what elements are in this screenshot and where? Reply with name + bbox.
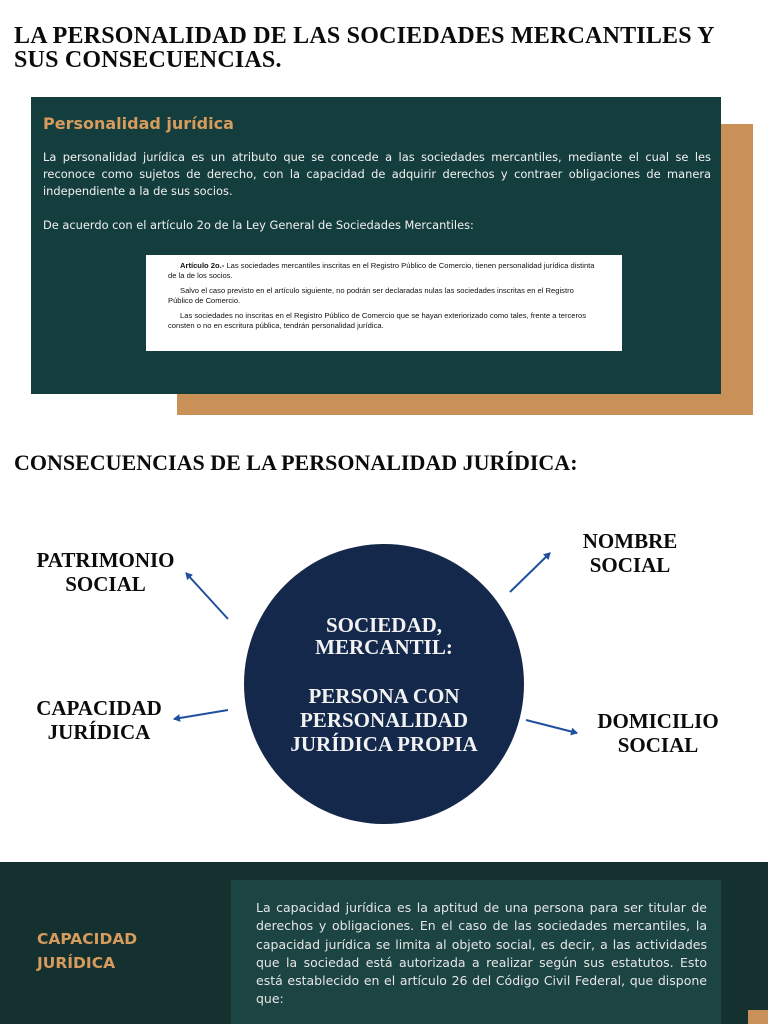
node-domicilio-line2: SOCIAL [617, 733, 699, 757]
circle-top-line2: MERCANTIL: [315, 635, 453, 659]
node-capacidad-line1: CAPACIDAD [36, 696, 162, 720]
circle-bottom-line2: PERSONALIDAD [299, 708, 469, 732]
node-nombre-line2: SOCIAL [589, 553, 671, 577]
circle-top-text [244, 614, 524, 658]
arrow-to-nombre [510, 553, 550, 592]
node-domicilio-social [583, 709, 733, 757]
capacidad-section [0, 862, 768, 1024]
law-quote-box [146, 255, 622, 351]
quote-line-1-text: Las sociedades mercantiles inscritas en el Registro Público de Comercio, tienen personalidad jurídica distinta de la de los socios. [168, 261, 595, 280]
node-nombre-line1: NOMBRE [582, 529, 678, 553]
node-capacidad-juridica [14, 696, 184, 744]
quote-line-2: Salvo el caso previsto en el artículo siguiente, no podrán ser declaradas nulas las sociedades inscritas en el Registro Público de Comercio. [168, 286, 574, 305]
personalidad-card [31, 97, 721, 394]
node-nombre-social [565, 529, 695, 577]
node-patrimonio-line1: PATRIMONIO [36, 548, 175, 572]
capacidad-label-line1: CAPACIDAD [37, 930, 138, 948]
capacidad-paragraph: La capacidad jurídica es la aptitud de una persona para ser titular de derechos y obligaciones. En el caso de las sociedades mercantiles, la capacidad jurídica se limita al objeto social, es decir, a las actividades que la sociedad está autorizada a realizar según sus estatutos. Esto está establecido en el artículo 26 del Código Civil Federal, que dispone que: [256, 900, 707, 1007]
page-title: LA PERSONALIDAD DE LAS SOCIEDADES MERCANTILES Y SUS CONSECUENCIAS. [14, 23, 714, 73]
arrow-to-domicilio [526, 720, 577, 733]
card-paragraph-definition: La personalidad jurídica es un atributo que se concede a las sociedades mercantiles, mediante el cual se les reconoce como sujetos de derecho, con la capacidad de adquirir derechos y contraer obligaciones de manera independiente a la de sus socios. [43, 150, 711, 198]
circle-bottom-line3: JURÍDICA PROPIA [290, 732, 478, 756]
footer-accent-block [748, 1010, 768, 1024]
circle-bottom-line1: PERSONA CON [308, 684, 460, 708]
capacidad-label [37, 927, 197, 975]
center-circle [244, 544, 524, 824]
quote-line-1 [168, 261, 600, 280]
quote-article-label: Artículo 2o.- [180, 261, 225, 270]
consequences-title: CONSECUENCIAS DE LA PERSONALIDAD JURÍDICA: [14, 450, 578, 475]
capacidad-text-box [231, 880, 721, 1024]
node-patrimonio-social [18, 548, 193, 596]
card-paragraph-reference: De acuerdo con el artículo 2o de la Ley General de Sociedades Mercantiles: [43, 218, 474, 232]
card-heading: Personalidad jurídica [43, 114, 234, 133]
node-domicilio-line1: DOMICILIO [597, 709, 719, 733]
quote-line-3: Las sociedades no inscritas en el Registro Público de Comercio que se hayan exteriorizado como tales, frente a terceros consten o no en escritura pública, tendrán personalidad jurídica. [168, 311, 587, 330]
node-capacidad-line2: JURÍDICA [47, 720, 151, 744]
capacidad-label-line2: JURÍDICA [37, 954, 116, 972]
circle-top-line1: SOCIEDAD, [325, 613, 443, 637]
node-patrimonio-line2: SOCIAL [65, 572, 146, 596]
circle-bottom-text [244, 684, 524, 756]
